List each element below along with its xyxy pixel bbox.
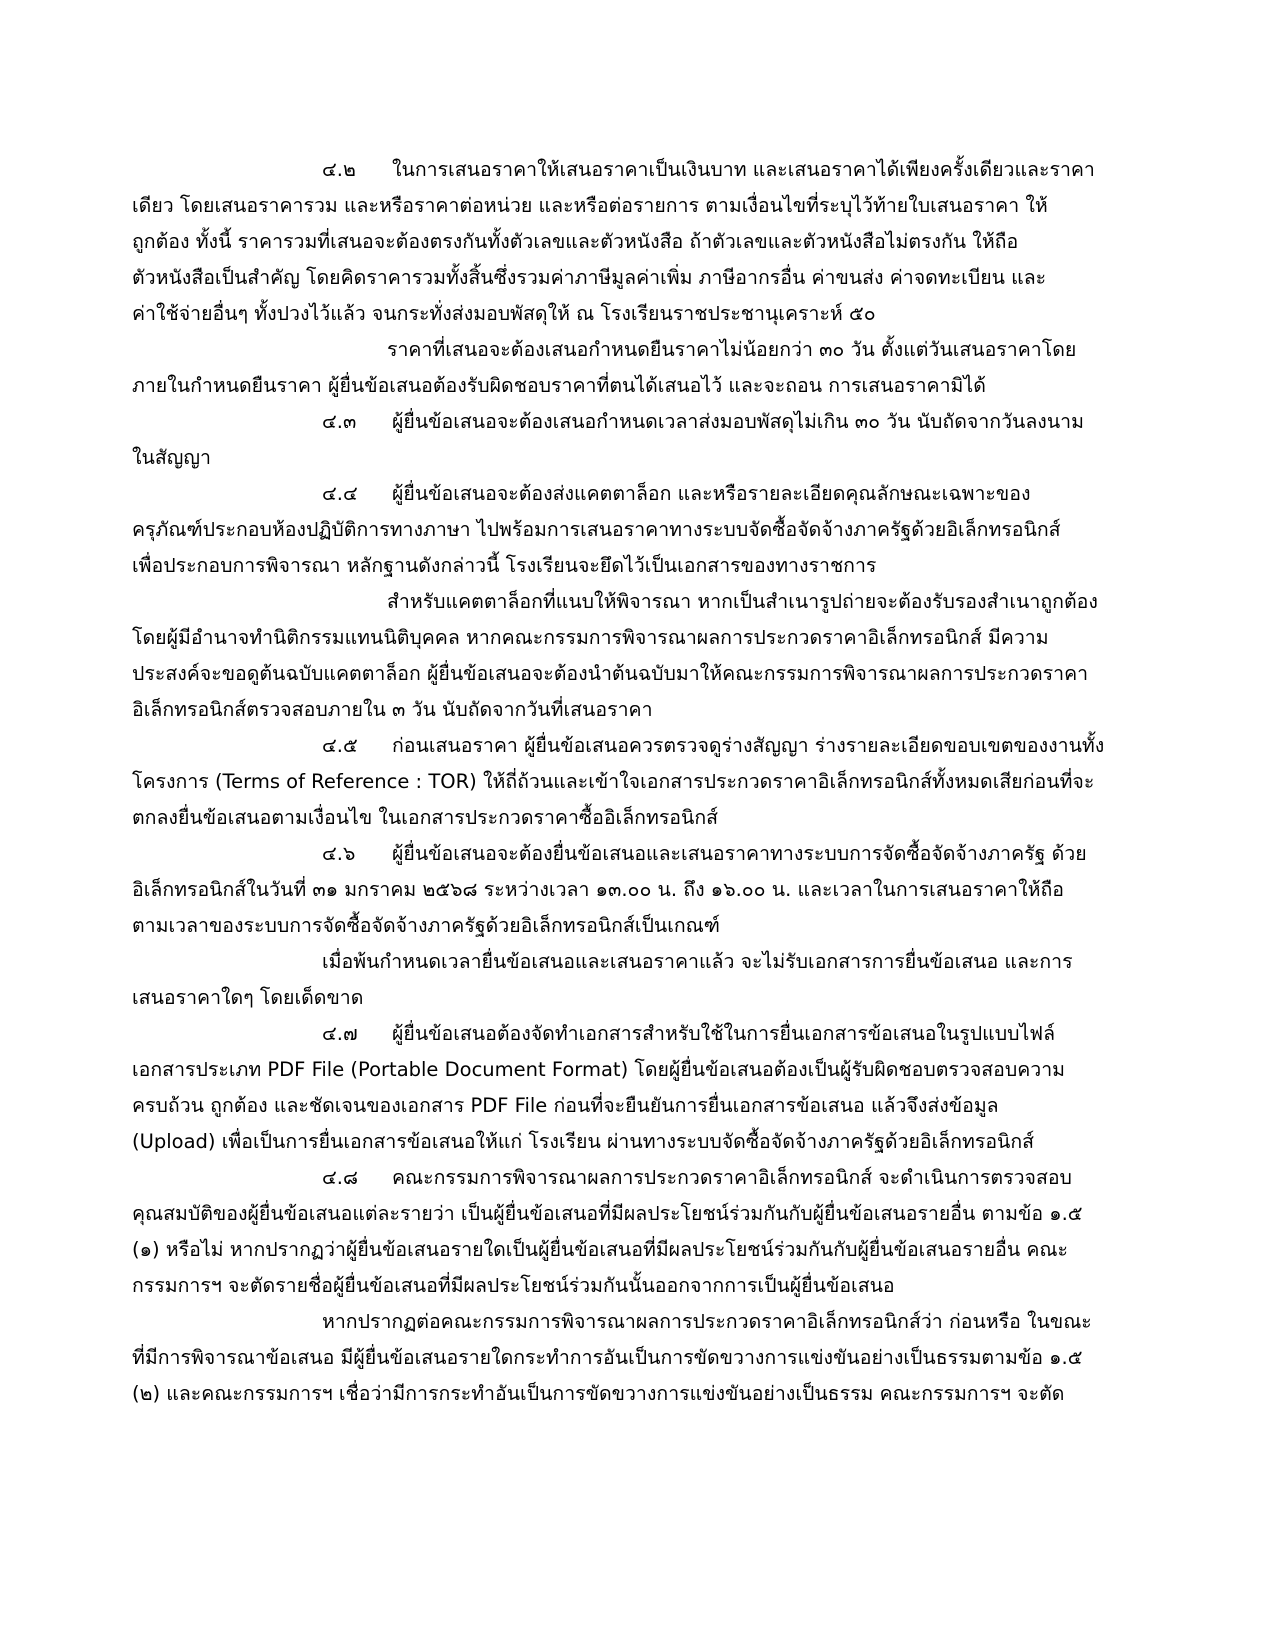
clause-number: ๔.๔ (322, 482, 358, 505)
body-line: อิเล็กทรอนิกส์ตรวจสอบภายใน ๓ วัน นับถัดจากวันที่เสนอราคา (132, 698, 653, 721)
clause-text: ผู้ยื่นข้อเสนอจะต้องส่งแคตตาล็อก และหรือรายละเอียดคุณลักษณะเฉพาะของ (392, 482, 1031, 505)
body-line: เพื่อประกอบการพิจารณา หลักฐานดังกล่าวนี้ โรงเรียนจะยึดไว้เป็นเอกสารของทางราชการ (132, 554, 877, 577)
clause-number: ๔.๓ (322, 410, 357, 433)
document-body (132, 152, 1143, 1412)
clause-4-8-line (132, 1160, 1143, 1196)
body-line: อิเล็กทรอนิกส์ในวันที่ ๓๑ มกราคม ๒๕๖๘ ระหว่างเวลา ๑๓.๐๐ น. ถึง ๑๖.๐๐ น. และเวลาในการเสนอราคาให้ถือ (132, 878, 1065, 901)
clause-number: ๔.๗ (322, 1022, 358, 1045)
body-line: โดยผู้มีอำนาจทำนิติกรรมแทนนิติบุคคล หากคณะกรรมการพิจารณาผลการประกวดราคาอิเล็กทรอนิกส์ มีความ (132, 626, 1049, 649)
body-line: เดียว โดยเสนอราคารวม และหรือราคาต่อหน่วย และหรือต่อรายการ ตามเงื่อนไขที่ระบุไว้ท้ายใบเสนอราคา ให้ (132, 194, 1048, 217)
body-line: ตามเวลาของระบบการจัดซื้อจัดจ้างภาครัฐด้วยอิเล็กทรอนิกส์เป็นเกณฑ์ (132, 914, 720, 937)
paragraph-start-line: ราคาที่เสนอจะต้องเสนอกำหนดยืนราคาไม่น้อยกว่า ๓๐ วัน ตั้งแต่วันเสนอราคาโดย (387, 338, 1077, 361)
clause-number: ๔.๖ (322, 842, 356, 865)
clause-4-4-line (132, 476, 1143, 512)
clause-number: ๔.๘ (322, 1166, 359, 1189)
clause-text: คณะกรรมการพิจารณาผลการประกวดราคาอิเล็กทรอนิกส์ จะดำเนินการตรวจสอบ (392, 1166, 1072, 1189)
body-line: ครุภัณฑ์ประกอบห้องปฏิบัติการทางภาษา ไปพร้อมการเสนอราคาทางระบบจัดซื้อจัดจ้างภาครัฐด้วยอิเล็กทรอนิกส์ (132, 518, 1061, 541)
body-line: (Upload) เพื่อเป็นการยื่นเอกสารข้อเสนอให้แก่ โรงเรียน ผ่านทางระบบจัดซื้อจัดจ้างภาครัฐด้วยอิเล็กทรอนิกส์ (132, 1130, 1035, 1153)
body-line: ตัวหนังสือเป็นสำคัญ โดยคิดราคารวมทั้งสิ้นซึ่งรวมค่าภาษีมูลค่าเพิ่ม ภาษีอากรอื่น ค่าขนส่ง ค่าจดทะเบียน และ (132, 266, 1047, 289)
body-line: ในสัญญา (132, 446, 211, 469)
clause-4-2-line (132, 152, 1143, 188)
clause-4-5-line (132, 728, 1143, 764)
clause-number: ๔.๒ (322, 158, 356, 181)
body-line: ประสงค์จะขอดูต้นฉบับแคตตาล็อก ผู้ยื่นข้อเสนอจะต้องนำต้นฉบับมาให้คณะกรรมการพิจารณาผลการประกวดราคา (132, 662, 1089, 685)
paragraph-start-line: หากปรากฏต่อคณะกรรมการพิจารณาผลการประกวดราคาอิเล็กทรอนิกส์ว่า ก่อนหรือ ในขณะ (322, 1310, 1092, 1333)
body-line: ถูกต้อง ทั้งนี้ ราคารวมที่เสนอจะต้องตรงกันทั้งตัวเลขและตัวหนังสือ ถ้าตัวเลขและตัวหนังสือไม่ตรงกัน ให้ถือ (132, 230, 1019, 253)
body-line: คุณสมบัติของผู้ยื่นข้อเสนอแต่ละรายว่า เป็นผู้ยื่นข้อเสนอที่มีผลประโยชน์ร่วมกันกับผู้ยื่นข้อเสนอรายอื่น ตามข้อ ๑.๕ (132, 1202, 1083, 1225)
body-line: ตกลงยื่นข้อเสนอตามเงื่อนไข ในเอกสารประกวดราคาซื้ออิเล็กทรอนิกส์ (132, 806, 719, 829)
clause-4-7-line (132, 1016, 1143, 1052)
body-line: ภายในกำหนดยืนราคา ผู้ยื่นข้อเสนอต้องรับผิดชอบราคาที่ตนได้เสนอไว้ และจะถอน การเสนอราคามิได้ (132, 374, 986, 397)
body-line: (๒) และคณะกรรมการฯ เชื่อว่ามีการกระทำอันเป็นการขัดขวางการแข่งขันอย่างเป็นธรรม คณะกรรมการฯ จะตัด (132, 1382, 1065, 1405)
body-line: ครบถ้วน ถูกต้อง และชัดเจนของเอกสาร PDF File ก่อนที่จะยืนยันการยื่นเอกสารข้อเสนอ แล้วจึงส่งข้อมูล (132, 1094, 999, 1117)
body-line: ที่มีการพิจารณาข้อเสนอ มีผู้ยื่นข้อเสนอรายใดกระทำการอันเป็นการขัดขวางการแข่งขันอย่างเป็นธรรมตามข้อ ๑.๕ (132, 1346, 1083, 1369)
clause-4-6-line (132, 836, 1143, 872)
clause-number: ๔.๕ (322, 734, 358, 757)
body-line: ค่าใช้จ่ายอื่นๆ ทั้งปวงไว้แล้ว จนกระทั่งส่งมอบพัสดุให้ ณ โรงเรียนราชประชานุเคราะห์ ๕๐ (132, 302, 876, 325)
body-line: เสนอราคาใดๆ โดยเด็ดขาด (132, 986, 364, 1009)
body-line: (๑) หรือไม่ หากปรากฏว่าผู้ยื่นข้อเสนอรายใดเป็นผู้ยื่นข้อเสนอที่มีผลประโยชน์ร่วมกันกับผู้ยื่นข้อเสนอรายอื่น คณะ (132, 1238, 1068, 1261)
clause-4-3-line (132, 404, 1143, 440)
paragraph-start-line: สำหรับแคตตาล็อกที่แนบให้พิจารณา หากเป็นสำเนารูปถ่ายจะต้องรับรองสำเนาถูกต้อง (387, 590, 1098, 613)
paragraph-start-line: เมื่อพ้นกำหนดเวลายื่นข้อเสนอและเสนอราคาแล้ว จะไม่รับเอกสารการยื่นข้อเสนอ และการ (322, 950, 1073, 973)
clause-text: ผู้ยื่นข้อเสนอจะต้องยื่นข้อเสนอและเสนอราคาทางระบบการจัดซื้อจัดจ้างภาครัฐ ด้วย (392, 842, 1087, 865)
clause-text: ผู้ยื่นข้อเสนอจะต้องเสนอกำหนดเวลาส่งมอบพัสดุไม่เกิน ๓๐ วัน นับถัดจากวันลงนาม (392, 410, 1084, 433)
body-line: กรรมการฯ จะตัดรายชื่อผู้ยื่นข้อเสนอที่มีผลประโยชน์ร่วมกันนั้นออกจากการเป็นผู้ยื่นข้อเสนอ (132, 1274, 895, 1297)
body-line: โครงการ (Terms of Reference : TOR) ให้ถี่ถ้วนและเข้าใจเอกสารประกวดราคาอิเล็กทรอนิกส์ทั้งหมดเสียก่อนที่จะ (132, 770, 1095, 793)
body-line: เอกสารประเภท PDF File (Portable Document Format) โดยผู้ยื่นข้อเสนอต้องเป็นผู้รับผิดชอบตรวจสอบความ (132, 1058, 1066, 1081)
clause-text: ในการเสนอราคาให้เสนอราคาเป็นเงินบาท และเสนอราคาได้เพียงครั้งเดียวและราคา (392, 158, 1095, 181)
clause-text: ผู้ยื่นข้อเสนอต้องจัดทำเอกสารสำหรับใช้ในการยื่นเอกสารข้อเสนอในรูปแบบไฟล์ (392, 1022, 1056, 1045)
clause-text: ก่อนเสนอราคา ผู้ยื่นข้อเสนอควรตรวจดูร่างสัญญา ร่างรายละเอียดขอบเขตของงานทั้ง (392, 734, 1105, 757)
